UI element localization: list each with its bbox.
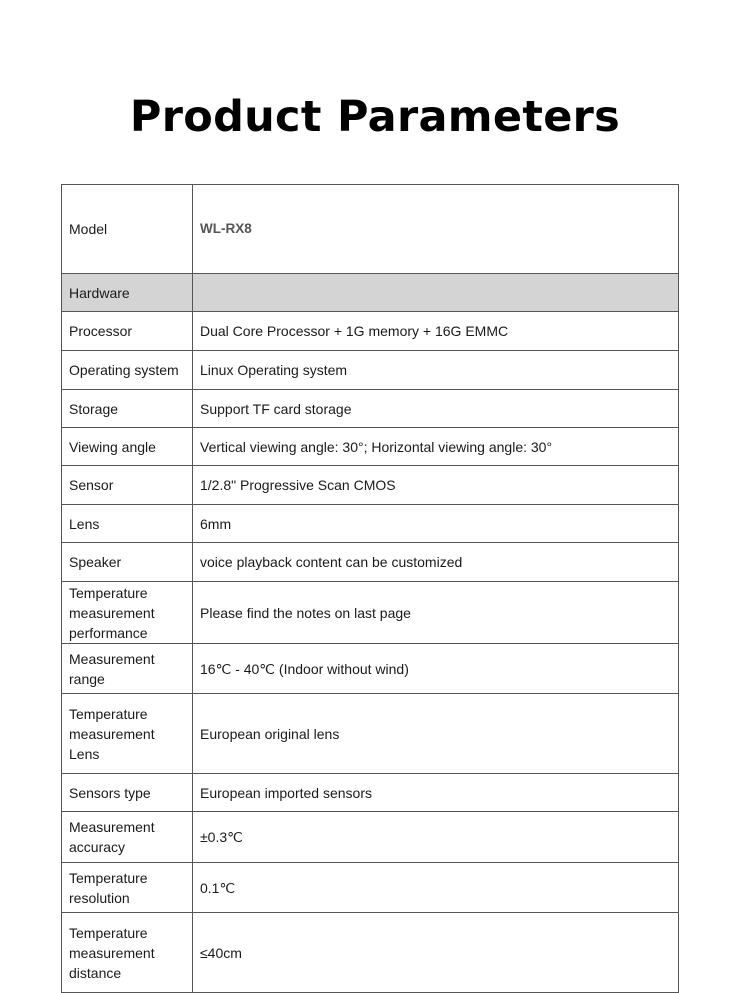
section-header-label: Hardware (62, 274, 193, 312)
section-header-row (62, 274, 679, 312)
row-value: ≤40cm (193, 913, 679, 993)
table-row (62, 863, 679, 913)
row-value: WL-RX8 (193, 185, 679, 274)
table-row (62, 428, 679, 466)
table-row (62, 644, 679, 694)
table-row (62, 582, 679, 644)
row-value: 6mm (193, 505, 679, 543)
row-value: Linux Operating system (193, 351, 679, 390)
row-label: Model (62, 185, 193, 274)
row-label: Viewing angle (62, 428, 193, 466)
table-row (62, 351, 679, 390)
row-label: Operating system (62, 351, 193, 390)
row-label: Measurement accuracy (62, 812, 193, 863)
row-label: Temperature measurement Lens (62, 694, 193, 774)
table-row (62, 505, 679, 543)
table-row (62, 774, 679, 812)
table-row (62, 390, 679, 428)
row-label: Storage (62, 390, 193, 428)
table-row (62, 812, 679, 863)
row-value: voice playback content can be customized (193, 543, 679, 582)
row-label: Sensor (62, 466, 193, 505)
row-value: European imported sensors (193, 774, 679, 812)
row-label: Speaker (62, 543, 193, 582)
row-value: European original lens (193, 694, 679, 774)
row-label: Lens (62, 505, 193, 543)
row-label: Measurement range (62, 644, 193, 694)
row-label: Temperature measurement performance (62, 582, 193, 644)
row-label: Temperature resolution (62, 863, 193, 913)
parameters-table (61, 184, 679, 993)
table-row (62, 312, 679, 351)
page-title: Product Parameters (129, 92, 621, 142)
row-value: ±0.3℃ (193, 812, 679, 863)
row-label: Sensors type (62, 774, 193, 812)
table-row (62, 185, 679, 274)
table-row (62, 543, 679, 582)
row-label: Temperature measurement distance (62, 913, 193, 993)
row-value: Support TF card storage (193, 390, 679, 428)
table-row (62, 466, 679, 505)
row-value: Please find the notes on last page (193, 582, 679, 644)
row-value: Vertical viewing angle: 30°; Horizontal viewing angle: 30° (193, 428, 679, 466)
table-row (62, 913, 679, 993)
row-label: Processor (62, 312, 193, 351)
row-value: 1/2.8" Progressive Scan CMOS (193, 466, 679, 505)
row-value: Dual Core Processor + 1G memory + 16G EMMC (193, 312, 679, 351)
row-value: 16℃ - 40℃ (Indoor without wind) (193, 644, 679, 694)
row-value: 0.1℃ (193, 863, 679, 913)
section-header-value (193, 274, 679, 312)
table-row (62, 694, 679, 774)
